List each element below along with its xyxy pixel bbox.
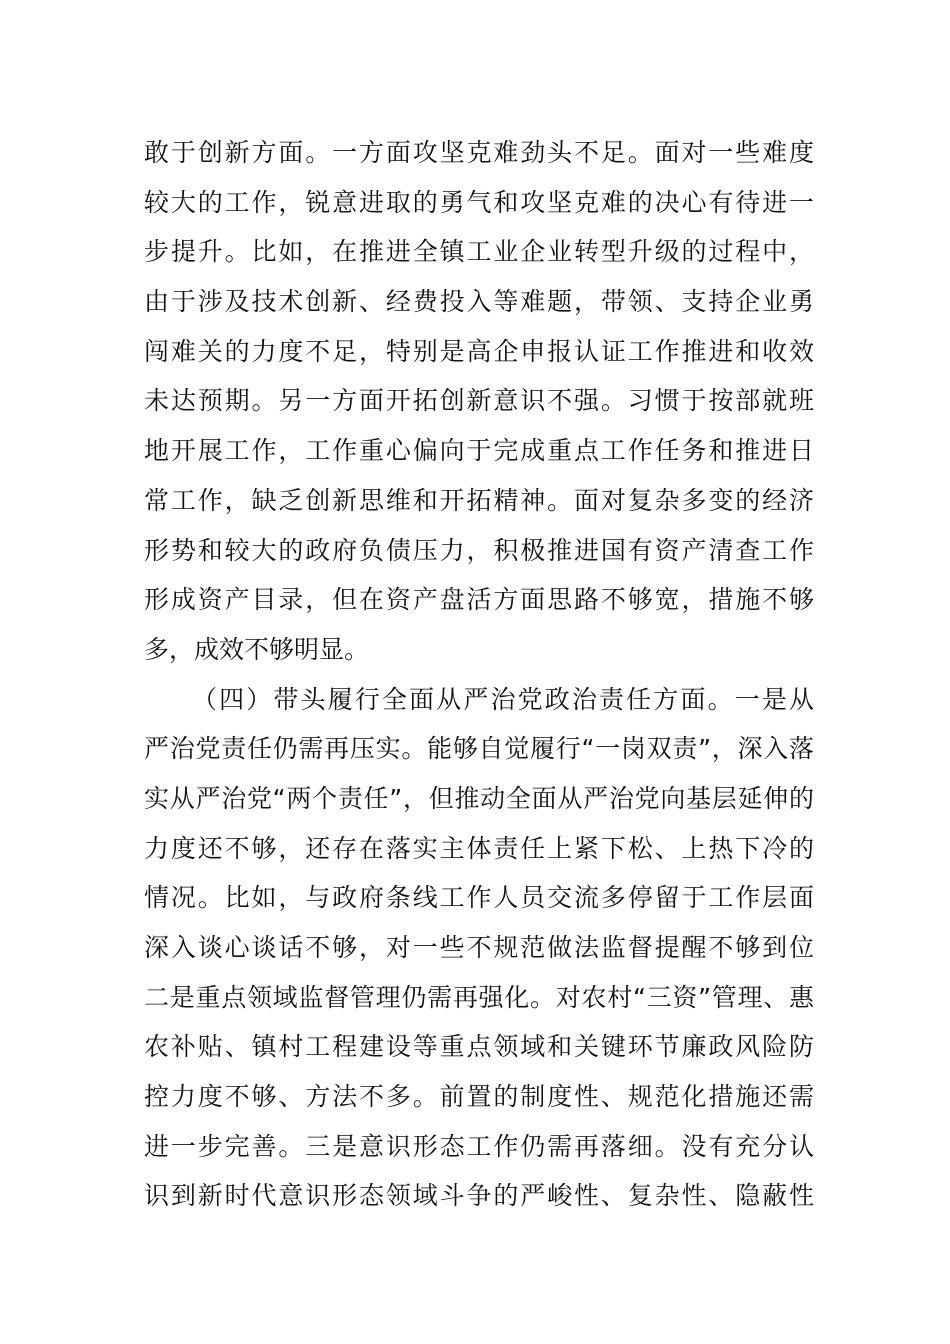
text-line: 形成资产目录，但在资产盘活方面思路不够宽，措施不够 <box>144 585 814 615</box>
text-line: 力度还不够，还存在落实主体责任上紧下松、上热下冷的 <box>144 833 814 863</box>
text-line: 实从严治党“两个责任”，但推动全面从严治党向基层延伸的 <box>144 783 814 813</box>
text-line: 农补贴、镇村工程建设等重点领域和关键环节廉政风险防 <box>144 1032 814 1062</box>
text-line: 步提升。比如，在推进全镇工业企业转型升级的过程中， <box>144 237 814 267</box>
text-line: 识到新时代意识形态领域斗争的严峻性、复杂性、隐蔽性 <box>144 1181 814 1211</box>
text-line: 常工作，缺乏创新思维和开拓精神。面对复杂多变的经济 <box>144 485 814 515</box>
text-line: 由于涉及技术创新、经费投入等难题，带领、支持企业勇 <box>144 287 814 317</box>
section-heading-line: （四）带头履行全面从严治党政治责任方面。一是从 <box>192 684 814 714</box>
text-line: 进一步完善。三是意识形态工作仍需再落细。没有充分认 <box>144 1131 814 1161</box>
text-line: 闯难关的力度不足，特别是高企申报认证工作推进和收效 <box>144 336 814 366</box>
text-line: 二是重点领域监督管理仍需再强化。对农村“三资”管理、惠 <box>144 982 814 1012</box>
text-line: 地开展工作，工作重心偏向于完成重点工作任务和推进日 <box>144 436 814 466</box>
text-line: 控力度不够、方法不多。前置的制度性、规范化措施还需 <box>144 1082 814 1112</box>
text-line: 情况。比如，与政府条线工作人员交流多停留于工作层面 <box>144 883 814 913</box>
document-body <box>144 128 814 1221</box>
text-line: 形势和较大的政府负债压力，积极推进国有资产清查工作 <box>144 535 814 565</box>
text-line: 多，成效不够明显。 <box>144 634 370 664</box>
text-line: 敢于创新方面。一方面攻坚克难劲头不足。面对一些难度 <box>144 138 814 167</box>
text-line: 严治党责任仍需再压实。能够自觉履行“一岗双责”，深入落 <box>144 734 814 764</box>
text-line: 较大的工作，锐意进取的勇气和攻坚克难的决心有待进一 <box>144 187 814 217</box>
text-line: 深入谈心谈话不够，对一些不规范做法监督提醒不够到位 <box>144 933 814 962</box>
text-line: 未达预期。另一方面开拓创新意识不强。习惯于按部就班 <box>144 386 814 416</box>
